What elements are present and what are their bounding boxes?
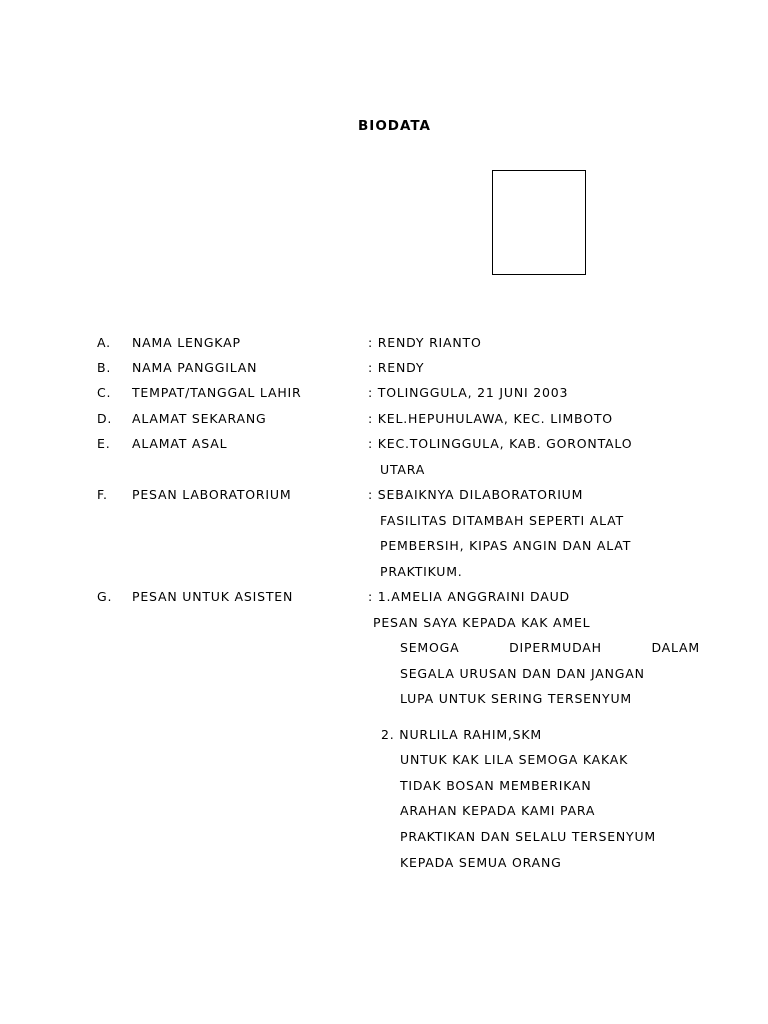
item-label-nama-panggilan: NAMA PANGGILAN — [132, 360, 258, 375]
item-value-alamat-sekarang: : KEL.HEPUHULAWA, KEC. LIMBOTO — [368, 411, 613, 426]
asisten1-word: DALAM — [651, 640, 700, 655]
item-letter-e: E. — [97, 436, 111, 451]
item-value-alamat-asal-cont: UTARA — [380, 462, 426, 477]
asisten1-word: SEMOGA — [400, 640, 460, 655]
item-label-nama-lengkap: NAMA LENGKAP — [132, 335, 241, 350]
asisten2-line: ARAHAN KEPADA KAMI PARA — [400, 803, 596, 818]
item-value-alamat-asal: : KEC.TOLINGGULA, KAB. GORONTALO — [368, 436, 633, 451]
asisten1-word: DIPERMUDAH — [509, 640, 602, 655]
item-label-tempat-tanggal-lahir: TEMPAT/TANGGAL LAHIR — [132, 385, 302, 400]
item-value-pesan-untuk-asisten: : 1.AMELIA ANGGRAINI DAUD — [368, 589, 570, 604]
item-value-pesan-laboratorium: : SEBAIKNYA DILABORATORIUM — [368, 487, 584, 502]
item-value-tempat-tanggal-lahir: : TOLINGGULA, 21 JUNI 2003 — [368, 385, 569, 400]
item-letter-g: G. — [97, 589, 113, 604]
item-value-nama-panggilan: : RENDY — [368, 360, 425, 375]
item-label-pesan-untuk-asisten: PESAN UNTUK ASISTEN — [132, 589, 294, 604]
asisten1-justified-line — [400, 640, 700, 656]
asisten2-name: 2. NURLILA RAHIM,SKM — [381, 727, 543, 742]
item-value-pesan-laboratorium-cont: PEMBERSIH, KIPAS ANGIN DAN ALAT — [380, 538, 632, 553]
document-title: BIODATA — [358, 118, 432, 134]
asisten2-line: UNTUK KAK LILA SEMOGA KAKAK — [400, 752, 629, 767]
item-letter-c: C. — [97, 385, 112, 400]
item-letter-f: F. — [97, 487, 108, 502]
item-letter-a: A. — [97, 335, 111, 350]
item-letter-d: D. — [97, 411, 113, 426]
item-value-nama-lengkap: : RENDY RIANTO — [368, 335, 482, 350]
item-value-pesan-laboratorium-cont: FASILITAS DITAMBAH SEPERTI ALAT — [380, 513, 624, 528]
asisten1-line: SEGALA URUSAN DAN DAN JANGAN — [400, 666, 645, 681]
asisten2-line: PRAKTIKAN DAN SELALU TERSENYUM — [400, 829, 657, 844]
asisten2-line: TIDAK BOSAN MEMBERIKAN — [400, 778, 592, 793]
asisten1-intro: PESAN SAYA KEPADA KAK AMEL — [373, 615, 591, 630]
item-label-alamat-asal: ALAMAT ASAL — [132, 436, 228, 451]
asisten1-line: LUPA UNTUK SERING TERSENYUM — [400, 691, 632, 706]
asisten2-line: KEPADA SEMUA ORANG — [400, 855, 562, 870]
item-value-pesan-laboratorium-cont: PRAKTIKUM. — [380, 564, 463, 579]
photo-placeholder — [492, 170, 586, 275]
item-label-pesan-laboratorium: PESAN LABORATORIUM — [132, 487, 292, 502]
item-label-alamat-sekarang: ALAMAT SEKARANG — [132, 411, 267, 426]
item-letter-b: B. — [97, 360, 112, 375]
